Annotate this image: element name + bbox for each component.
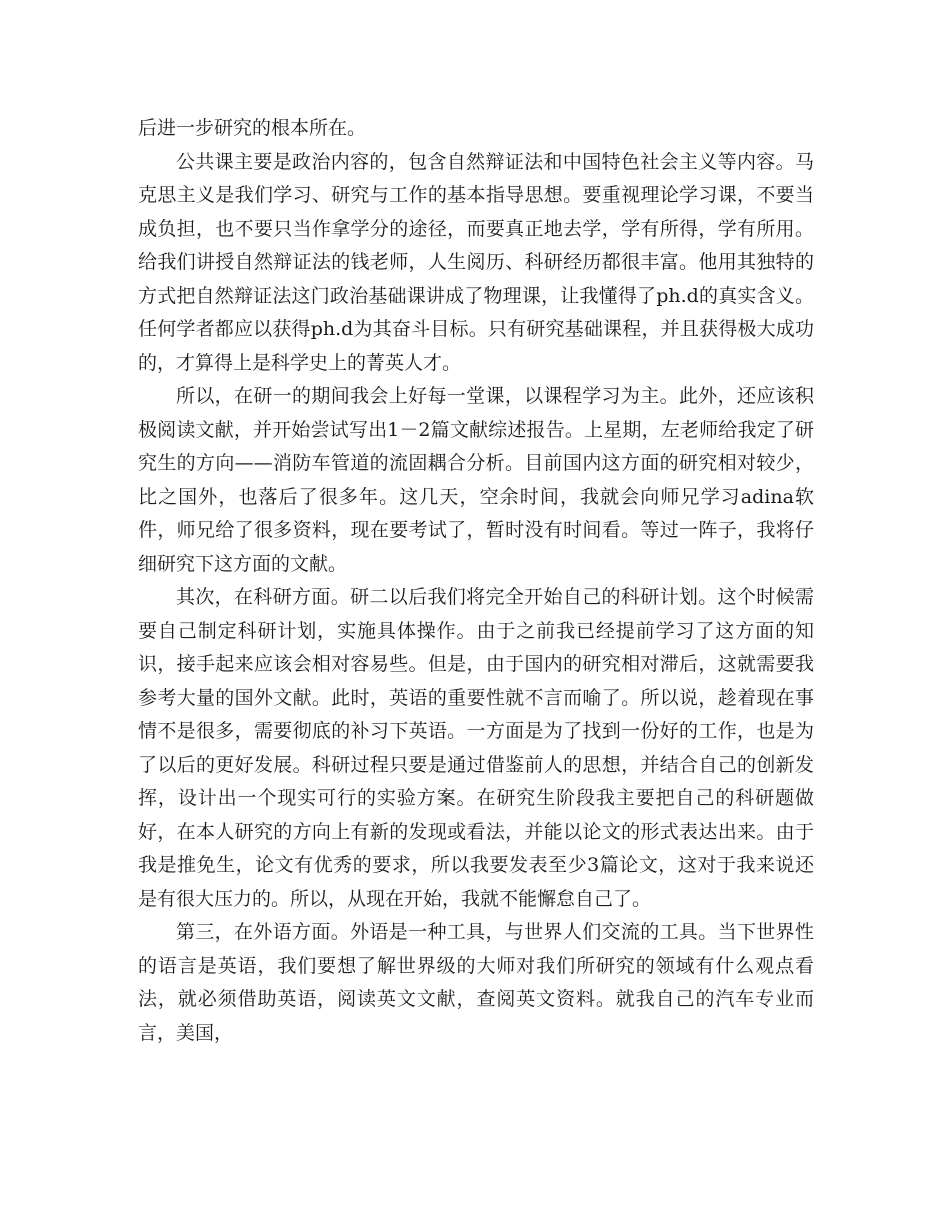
paragraph-foreign-language: 第三，在外语方面。外语是一种工具，与世界人们交流的工具。当下世界性的语言是英语，我们要想了解世界级的大师对我们所研究的领域有什么观点看法，就必须借助英语，阅读英文文献，查阅英文资料。就我自己的汽车专业而言，美国， [138, 921, 814, 1044]
document-body [138, 112, 814, 1050]
paragraph-research: 其次，在科研方面。研二以后我们将完全开始自己的科研计划。这个时候需要自己制定科研计划，实施具体操作。由于之前我已经提前学习了这方面的知识，接手起来应该会相对容易些。但是，由于国内的研究相对滞后，这就需要我参考大量的国外文献。此时，英语的重要性就不言而喻了。所以说，趁着现在事情不是很多，需要彻底的补习下英语。一方面是为了找到一份好的工作，也是为了以后的更好发展。科研过程只要是通过借鉴前人的思想，并结合自己的创新发挥，设计出一个现实可行的实验方案。在研究生阶段我主要把自己的科研题做好，在本人研究的方向上有新的发现或看法，并能以论文的形式表达出来。由于我是推免生，论文有优秀的要求，所以我要发表至少3篇论文，这对于我来说还是有很大压力的。所以，从现在开始，我就不能懈怠自己了。 [138, 586, 814, 910]
paragraph-public-courses: 公共课主要是政治内容的，包含自然辩证法和中国特色社会主义等内容。马克思主义是我们学习、研究与工作的基本指导思想。要重视理论学习课，不要当成负担，也不要只当作拿学分的途径，而要真正地去学，学有所得，学有所用。给我们讲授自然辩证法的钱老师，人生阅历、科研经历都很丰富。他用其独特的方式把自然辩证法这门政治基础课讲成了物理课，让我懂得了ph.d的真实含义。任何学者都应以获得ph.d为其奋斗目标。只有研究基础课程，并且获得极大成功的，才算得上是科学史上的菁英人才。 [138, 150, 814, 374]
paragraph-first-year-plan: 所以，在研一的期间我会上好每一堂课，以课程学习为主。此外，还应该积极阅读文献，并开始尝试写出1－2篇文献综述报告。上星期，左老师给我定了研究生的方向——消防车管道的流固耦合分析。目前国内这方面的研究相对较少，比之国外，也落后了很多年。这几天，空余时间，我就会向师兄学习adina软件，师兄给了很多资料，现在要考试了，暂时没有时间看。等过一阵子，我将仔细研究下这方面的文献。 [138, 385, 814, 575]
paragraph-continuation: 后进一步研究的根本所在。 [138, 117, 367, 139]
